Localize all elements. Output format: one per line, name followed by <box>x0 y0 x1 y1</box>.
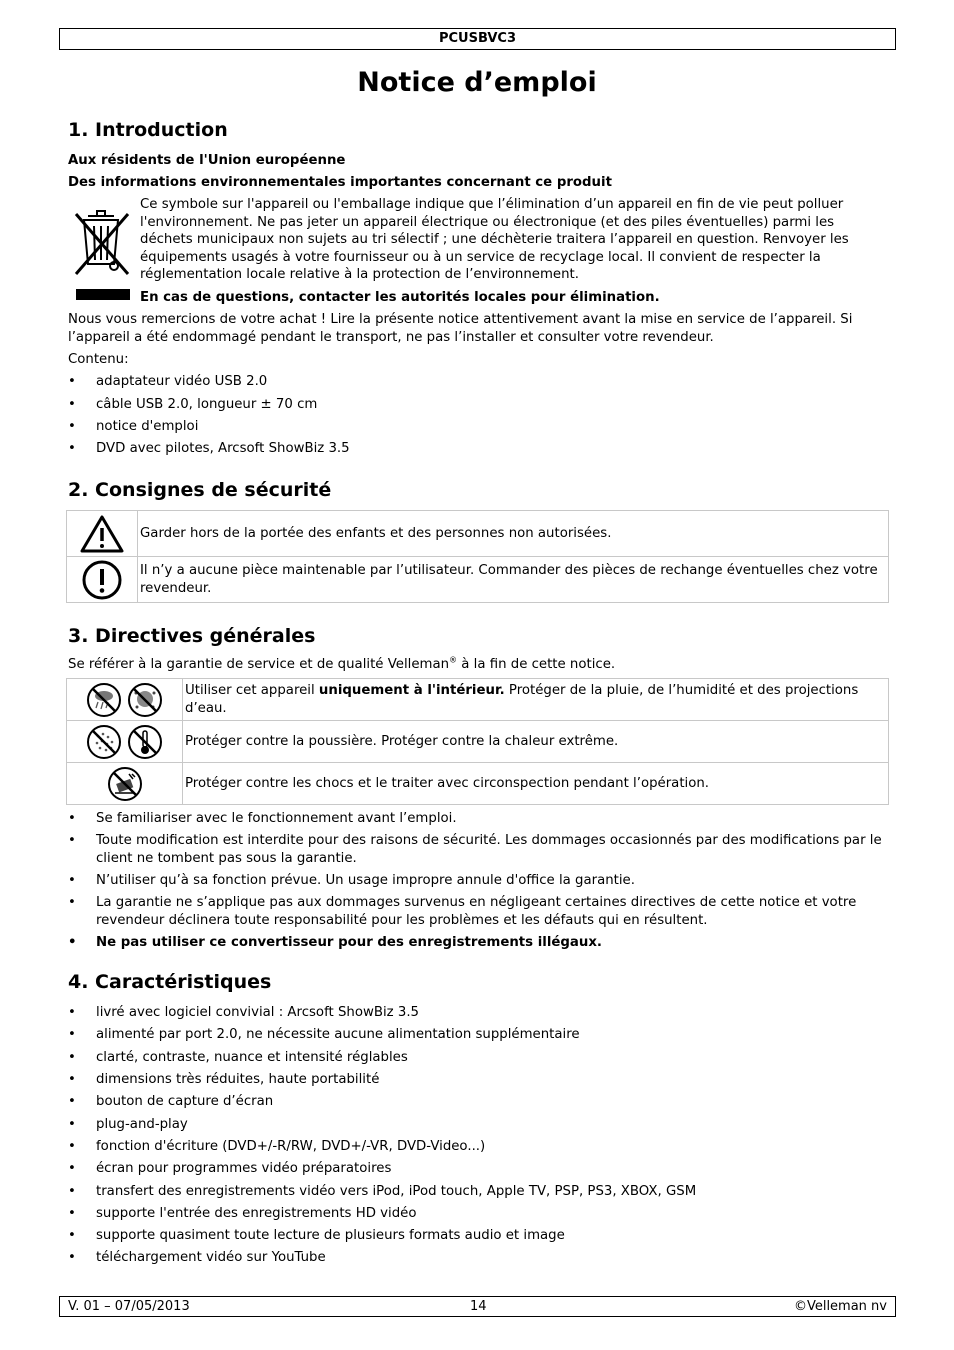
list-item: • transfert des enregistrements vidéo vers iPod, iPod touch, Apple TV, PSP, PS3, XBOX, GSM <box>68 1183 888 1201</box>
model-number: PCUSBVC3 <box>438 31 517 46</box>
safety-table <box>66 510 889 603</box>
list-item: • supporte quasiment toute lecture de plusieurs formats audio et image <box>68 1227 888 1245</box>
table-cell: Utiliser cet appareil uniquement à l'intérieur. Protéger de la pluie, de l’humidité et des projections d’eau. <box>183 679 889 721</box>
exclamation-circle-icon <box>67 557 138 603</box>
version-label: V. 01 – 07/05/2013 <box>68 1299 190 1314</box>
list-item: • DVD avec pilotes, Arcsoft ShowBiz 3.5 <box>68 440 888 458</box>
warning-triangle-icon <box>67 511 138 557</box>
guidelines-table <box>66 678 889 805</box>
icon-cell <box>67 679 183 721</box>
intro-paragraph: Nous vous remercions de votre achat ! Lire la présente notice attentivement avant la mise en service de l’appareil. Si l’appareil a été endommagé pendant le transport, ne pas l’installer et consulter votre revendeur. <box>68 312 853 345</box>
list-item: • dimensions très réduites, haute portabilité <box>68 1071 888 1089</box>
eu-residents-heading: Aux résidents de l'Union européenne <box>68 153 346 168</box>
list-item: • supporte l'entrée des enregistrements HD vidéo <box>68 1205 888 1223</box>
no-rain-icon <box>86 693 126 708</box>
list-item: • notice d'emploi <box>68 418 888 436</box>
section-heading-introduction: 1. Introduction <box>68 119 228 141</box>
section-heading-safety: 2. Consignes de sécurité <box>68 479 332 501</box>
environment-heading: Des informations environnementales importantes concernant ce produit <box>68 175 612 190</box>
no-heat-icon <box>127 735 163 750</box>
list-item: • plug-and-play <box>68 1116 888 1134</box>
no-shock-icon <box>107 777 143 792</box>
list-item: • adaptateur vidéo USB 2.0 <box>68 373 888 391</box>
list-item: • Toute modification est interdite pour des raisons de sécurité. Les dommages occasionnés par des modifications par le client ne tombent pas sous la garantie. <box>68 832 888 867</box>
list-item: • La garantie ne s’applique pas aux dommages survenus en négligeant certaines directives de cette notice et votre revendeur déclinera toute responsabilité pour les problèmes et les défauts qui en résultent. <box>68 894 888 929</box>
table-row <box>67 511 889 557</box>
table-row <box>67 557 889 603</box>
list-item: • clarté, contraste, nuance et intensité réglables <box>68 1049 888 1067</box>
weee-icon <box>70 206 132 302</box>
page-title: Notice d’emploi <box>357 67 597 98</box>
section-heading-general: 3. Directives générales <box>68 625 316 647</box>
table-cell: Protéger contre les chocs et le traiter avec circonspection pendant l’opération. <box>183 763 889 805</box>
section-heading-features: 4. Caractéristiques <box>68 971 272 993</box>
list-item: • alimenté par port 2.0, ne nécessite aucune alimentation supplémentaire <box>68 1026 888 1044</box>
page-header <box>59 28 896 50</box>
icon-cell <box>67 721 183 763</box>
warranty-reference: Se référer à la garantie de service et de qualité Velleman® à la fin de cette notice. <box>68 655 616 672</box>
no-splash-icon <box>127 693 163 708</box>
page-number: 14 <box>470 1299 487 1314</box>
table-cell: Il n’y a aucune pièce maintenable par l’utilisateur. Commander des pièces de rechange éventuelles chez votre revendeur. <box>138 557 889 603</box>
table-cell: Protéger contre la poussière. Protéger contre la chaleur extrême. <box>183 721 889 763</box>
icon-cell <box>67 763 183 805</box>
weee-contact-notice: En cas de questions, contacter les autorités locales pour élimination. <box>140 290 660 305</box>
table-cell: Garder hors de la portée des enfants et des personnes non autorisées. <box>138 511 889 557</box>
table-row <box>67 763 889 805</box>
list-item: • écran pour programmes vidéo préparatoires <box>68 1160 888 1178</box>
list-item: • Ne pas utiliser ce convertisseur pour des enregistrements illégaux. <box>68 934 888 952</box>
page-footer <box>59 1296 896 1317</box>
table-row <box>67 679 889 721</box>
list-item: • livré avec logiciel convivial : Arcsoft ShowBiz 3.5 <box>68 1004 888 1022</box>
list-item: • fonction d'écriture (DVD+/-R/RW, DVD+/-VR, DVD-Video...) <box>68 1138 888 1156</box>
list-item: • câble USB 2.0, longueur ± 70 cm <box>68 396 888 414</box>
list-item: • bouton de capture d’écran <box>68 1093 888 1111</box>
list-item: • N’utiliser qu’à sa fonction prévue. Un usage impropre annule d'office la garantie. <box>68 872 888 890</box>
list-item: • Se familiariser avec le fonctionnement avant l’emploi. <box>68 810 888 828</box>
contents-label: Contenu: <box>68 352 129 367</box>
weee-notice-text: Ce symbole sur l'appareil ou l'emballage indique que l’élimination d’un appareil en fin de vie peut polluer l'environnement. Ne pas jeter un appareil électrique ou électronique (et des piles éventuelles) parmi les déchets municipaux non sujets au tri sélectif ; une déchèterie traitera l’appareil en question. Renvoyer les équipements usagés à votre fournisseur ou à un service de recyclage local. Il convient de respecter la réglementation locale relative à la protection de l’environnement. <box>140 197 849 282</box>
list-item: • téléchargement vidéo sur YouTube <box>68 1249 888 1267</box>
copyright-label: ©Velleman nv <box>793 1299 887 1314</box>
no-dust-icon <box>86 735 126 750</box>
table-row <box>67 721 889 763</box>
